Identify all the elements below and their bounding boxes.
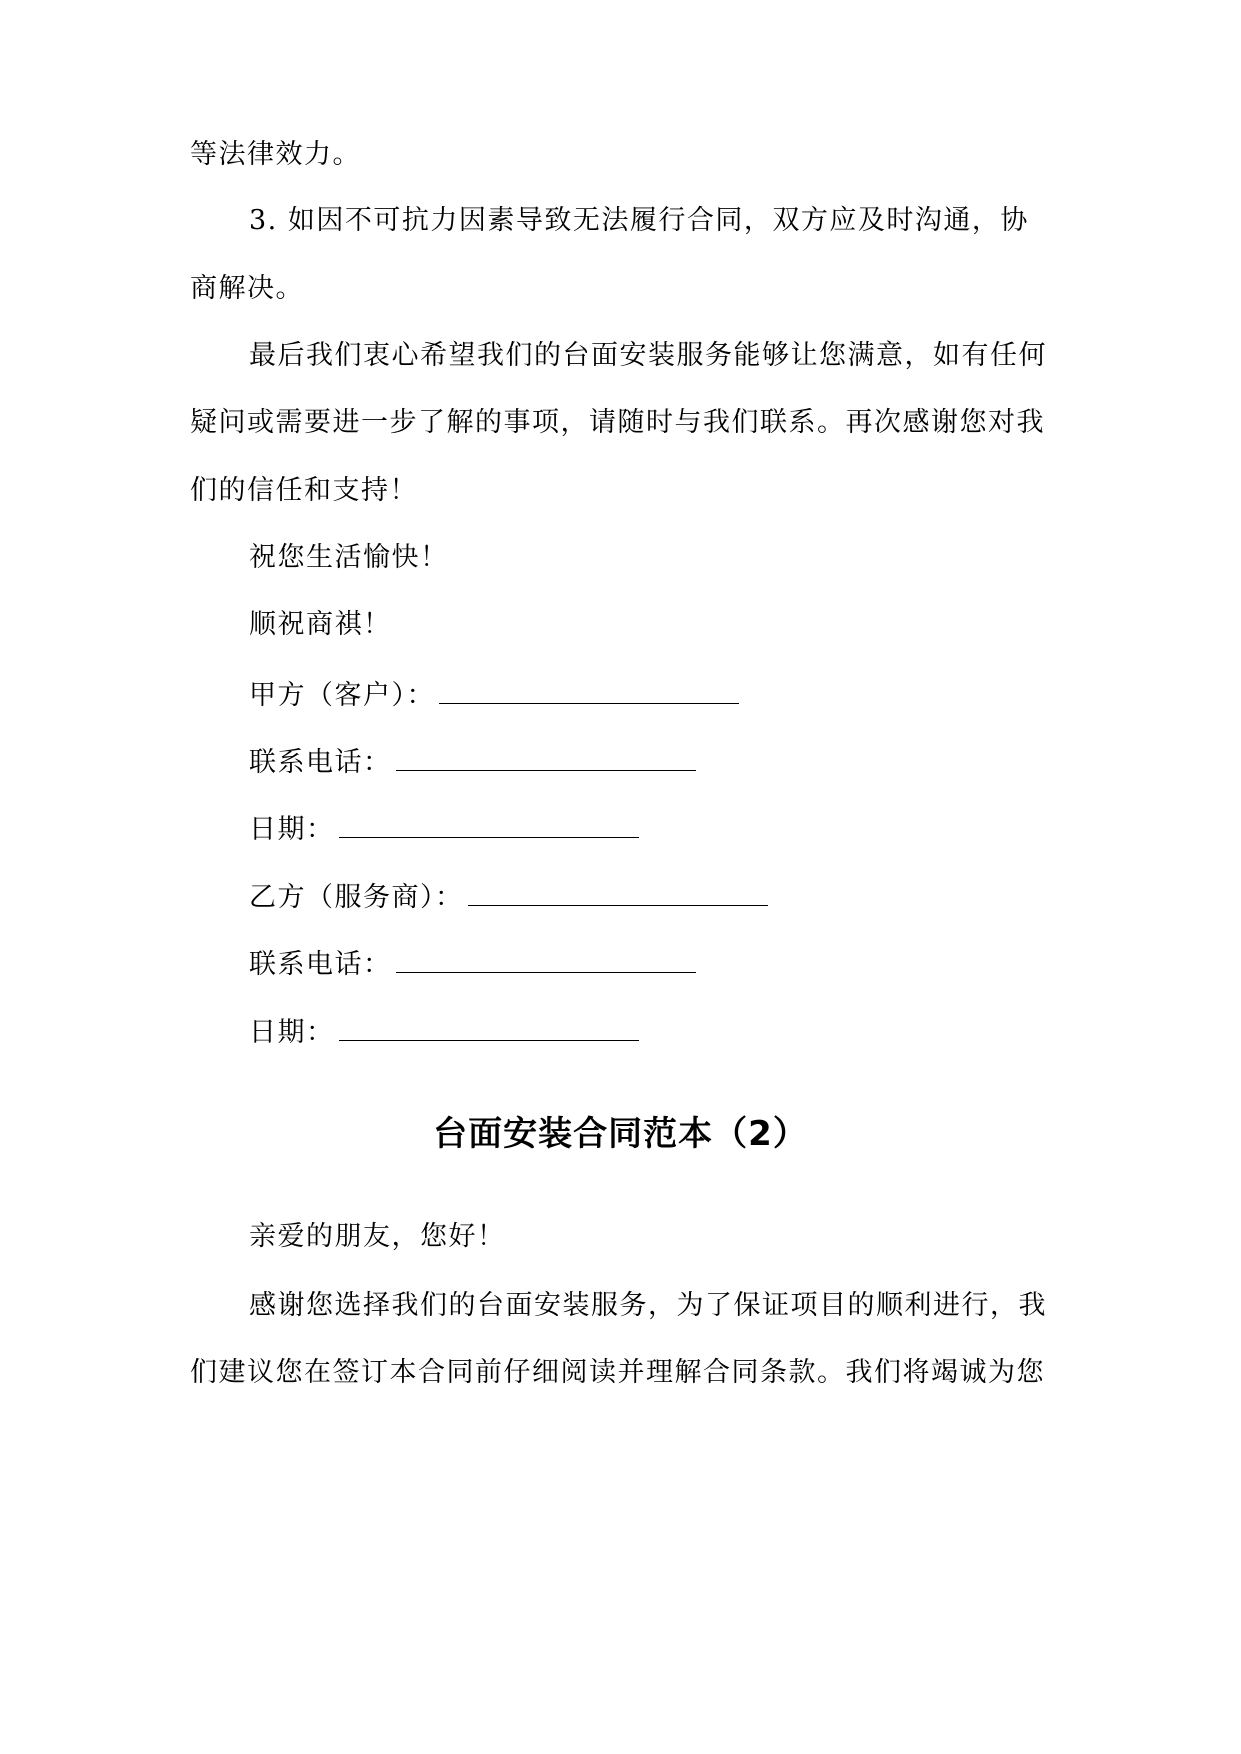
party-a-date-blank <box>339 809 639 838</box>
party-b-date-blank <box>339 1012 639 1041</box>
party-a-phone-label: 联系电话： <box>249 747 392 778</box>
party-b-label: 乙方（服务商）： <box>249 882 464 913</box>
party-b-date-label: 日期： <box>249 1017 335 1048</box>
party-a-date-line <box>249 809 639 848</box>
party-a-blank <box>439 675 739 704</box>
party-b-blank <box>468 877 768 906</box>
paragraph-line: 最后我们衷心希望我们的台面安装服务能够让您满意，如有任何 <box>249 340 1047 371</box>
paragraph-line: 感谢您选择我们的台面安装服务，为了保证项目的顺利进行，我 <box>249 1290 1047 1321</box>
party-a-date-label: 日期： <box>249 814 335 845</box>
closing-line: 祝您生活愉快！ <box>249 542 449 573</box>
party-a-phone-line <box>249 742 696 781</box>
party-a-label: 甲方（客户）： <box>249 680 435 711</box>
greeting-line: 亲爱的朋友，您好！ <box>249 1221 506 1252</box>
closing-line: 顺祝商祺！ <box>249 609 392 640</box>
party-b-signature-line <box>249 877 768 916</box>
party-a-signature-line <box>249 675 739 714</box>
paragraph-line: 商解决。 <box>190 273 304 304</box>
paragraph-line: 疑问或需要进一步了解的事项，请随时与我们联系。再次感谢您对我 <box>190 407 1045 438</box>
party-a-phone-blank <box>396 742 696 771</box>
paragraph-line: 等法律效力。 <box>190 139 361 170</box>
party-b-phone-blank <box>396 944 696 973</box>
paragraph-line: 3. 如因不可抗力因素导致无法履行合同，双方应及时沟通，协 <box>249 205 1029 236</box>
party-b-date-line <box>249 1012 639 1051</box>
paragraph-line: 们建议您在签订本合同前仔细阅读并理解合同条款。我们将竭诚为您 <box>190 1357 1045 1388</box>
paragraph-line: 们的信任和支持！ <box>190 475 418 506</box>
section-title: 台面安装合同范本（2） <box>433 1114 808 1154</box>
party-b-phone-label: 联系电话： <box>249 949 392 980</box>
party-b-phone-line <box>249 944 696 983</box>
